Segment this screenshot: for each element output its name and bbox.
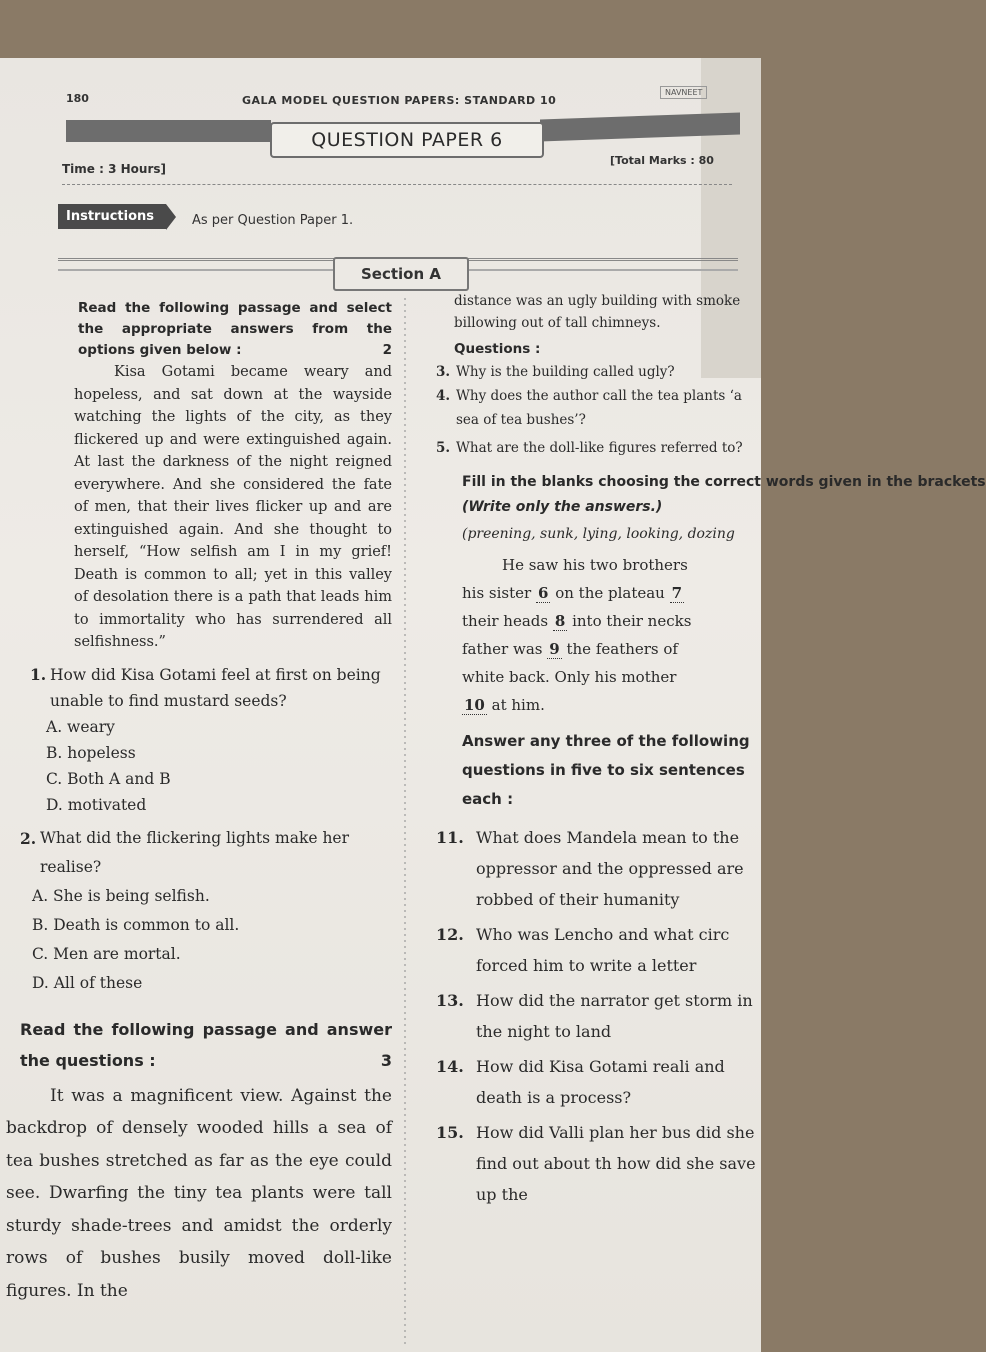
questions-label: Questions : (454, 341, 541, 357)
passage1-marks: 2 (382, 342, 392, 358)
q4-number: 4. (436, 388, 451, 404)
q2-option: B. Death is common to all. (32, 915, 240, 934)
fill-text: He saw his two brothers (502, 556, 688, 574)
book-page (0, 58, 986, 1352)
q15-number: 15. (436, 1123, 464, 1142)
publisher-badge: NAVNEET (660, 86, 707, 99)
right-column (436, 290, 986, 1210)
fill-note: (Write only the answers.) (462, 499, 663, 515)
passage2-heading: Read the following passage and answer the questions : (20, 1019, 392, 1070)
page-number: 180 (66, 92, 89, 105)
fill-text: his sister (462, 584, 532, 602)
q11-text: What does Mandela mean to the oppressor and the oppressed are robbed of their humanity (476, 828, 744, 909)
paper-title: QUESTION PAPER 6 (270, 122, 544, 158)
q12-number: 12. (436, 925, 464, 944)
q1-option: C. Both A and B (46, 769, 171, 788)
q2-option: C. Men are mortal. (32, 944, 181, 963)
fill-passage (462, 551, 761, 719)
q12-text: Who was Lencho and what circ forced him to write a letter (476, 925, 730, 975)
q1-option: D. motivated (46, 795, 147, 814)
passage2-continued: distance was an ugly building with smoke billowing out of tall chimneys. (454, 293, 741, 331)
fill-text: on the plateau (555, 584, 665, 602)
q15-text: How did Valli plan her bus did she find out about th how did she save up the (476, 1123, 756, 1204)
q2-option: D. All of these (32, 973, 143, 992)
fill-text: the feathers of (566, 640, 678, 658)
q1-option: A. weary (46, 717, 115, 736)
q1-number: 1. (30, 664, 47, 684)
left-column (6, 298, 392, 1307)
q2-number: 2. (20, 828, 37, 848)
fill-words: (preening, sunk, lying, looking, dozing (462, 526, 735, 542)
marks-label: [Total Marks : 80 (610, 154, 714, 167)
fill-text: father was (462, 640, 543, 658)
section-title: Section A (333, 257, 469, 291)
passage2-text: It was a magnificent view. Against the backdrop of densely wooded hills a sea of tea bushes stretched as far as the eye could see. Dwarfing the tiny tea plants were tall sturdy shade-trees and amidst the orderly rows of bushes busily moved doll-like figures. In the (6, 1085, 392, 1301)
blank-10: 10 (464, 696, 485, 714)
passage1-heading: Read the following passage and select the appropriate answers from the options given below : (78, 300, 392, 358)
blank-9: 9 (549, 640, 560, 658)
q13-text: How did the narrator get storm in the night to land (476, 991, 753, 1041)
answer-heading: Answer any three of the following questions in five to six sentences each : (462, 732, 750, 808)
fill-text: white back. Only his mother (462, 668, 677, 686)
time-label: Time : 3 Hours] (62, 162, 166, 176)
fill-text: at him. (491, 696, 545, 714)
q11-number: 11. (436, 828, 464, 847)
q1-option: B. hopeless (46, 743, 136, 762)
q2-text: What did the flickering lights make her realise? (40, 828, 350, 876)
q4-text: Why does the author call the tea plants ‘a sea of tea bushes’? (456, 388, 742, 428)
passage1-text: Kisa Gotami became weary and hopeless, and sat down at the wayside watching the lights of the city, as they flickered up and were extinguished again. At last the darkness of the night reigned everywhere. And she considered the fate of men, that their lives flicker up and are extinguished again. And she thought to herself, “How selfish am I in my grief! Death is common to all; yet in this valley of desolation there is a path that leads him to immortality who has surrendered all selfishness.” (74, 364, 392, 650)
q13-number: 13. (436, 991, 464, 1010)
q5-text: What are the doll-like figures referred to? (456, 440, 743, 456)
blank-8: 8 (554, 612, 566, 630)
q1-text: How did Kisa Gotami feel at first on being unable to find mustard seeds? (50, 665, 381, 710)
blank-7: 7 (671, 584, 683, 602)
q5-number: 5. (436, 440, 451, 456)
q14-text: How did Kisa Gotami reali and death is a process? (476, 1057, 725, 1107)
book-title: GALA MODEL QUESTION PAPERS: STANDARD 10 (242, 94, 557, 107)
dashed-divider (62, 184, 732, 185)
column-divider (404, 298, 406, 1348)
title-band-left (66, 120, 271, 142)
q3-text: Why is the building called ugly? (456, 364, 675, 380)
q2-option: A. She is being selfish. (32, 886, 210, 905)
fill-text: into their necks (572, 612, 692, 630)
instructions-text: As per Question Paper 1. (192, 213, 354, 228)
q14-number: 14. (436, 1057, 464, 1076)
fill-text: their heads (462, 612, 549, 630)
q3-number: 3. (436, 364, 451, 380)
blank-6: 6 (537, 584, 549, 602)
fill-heading: Fill in the blanks choosing the correct words given in the brackets (462, 474, 986, 490)
instructions-badge: Instructions (58, 204, 166, 229)
passage2-marks: 3 (380, 1050, 392, 1070)
